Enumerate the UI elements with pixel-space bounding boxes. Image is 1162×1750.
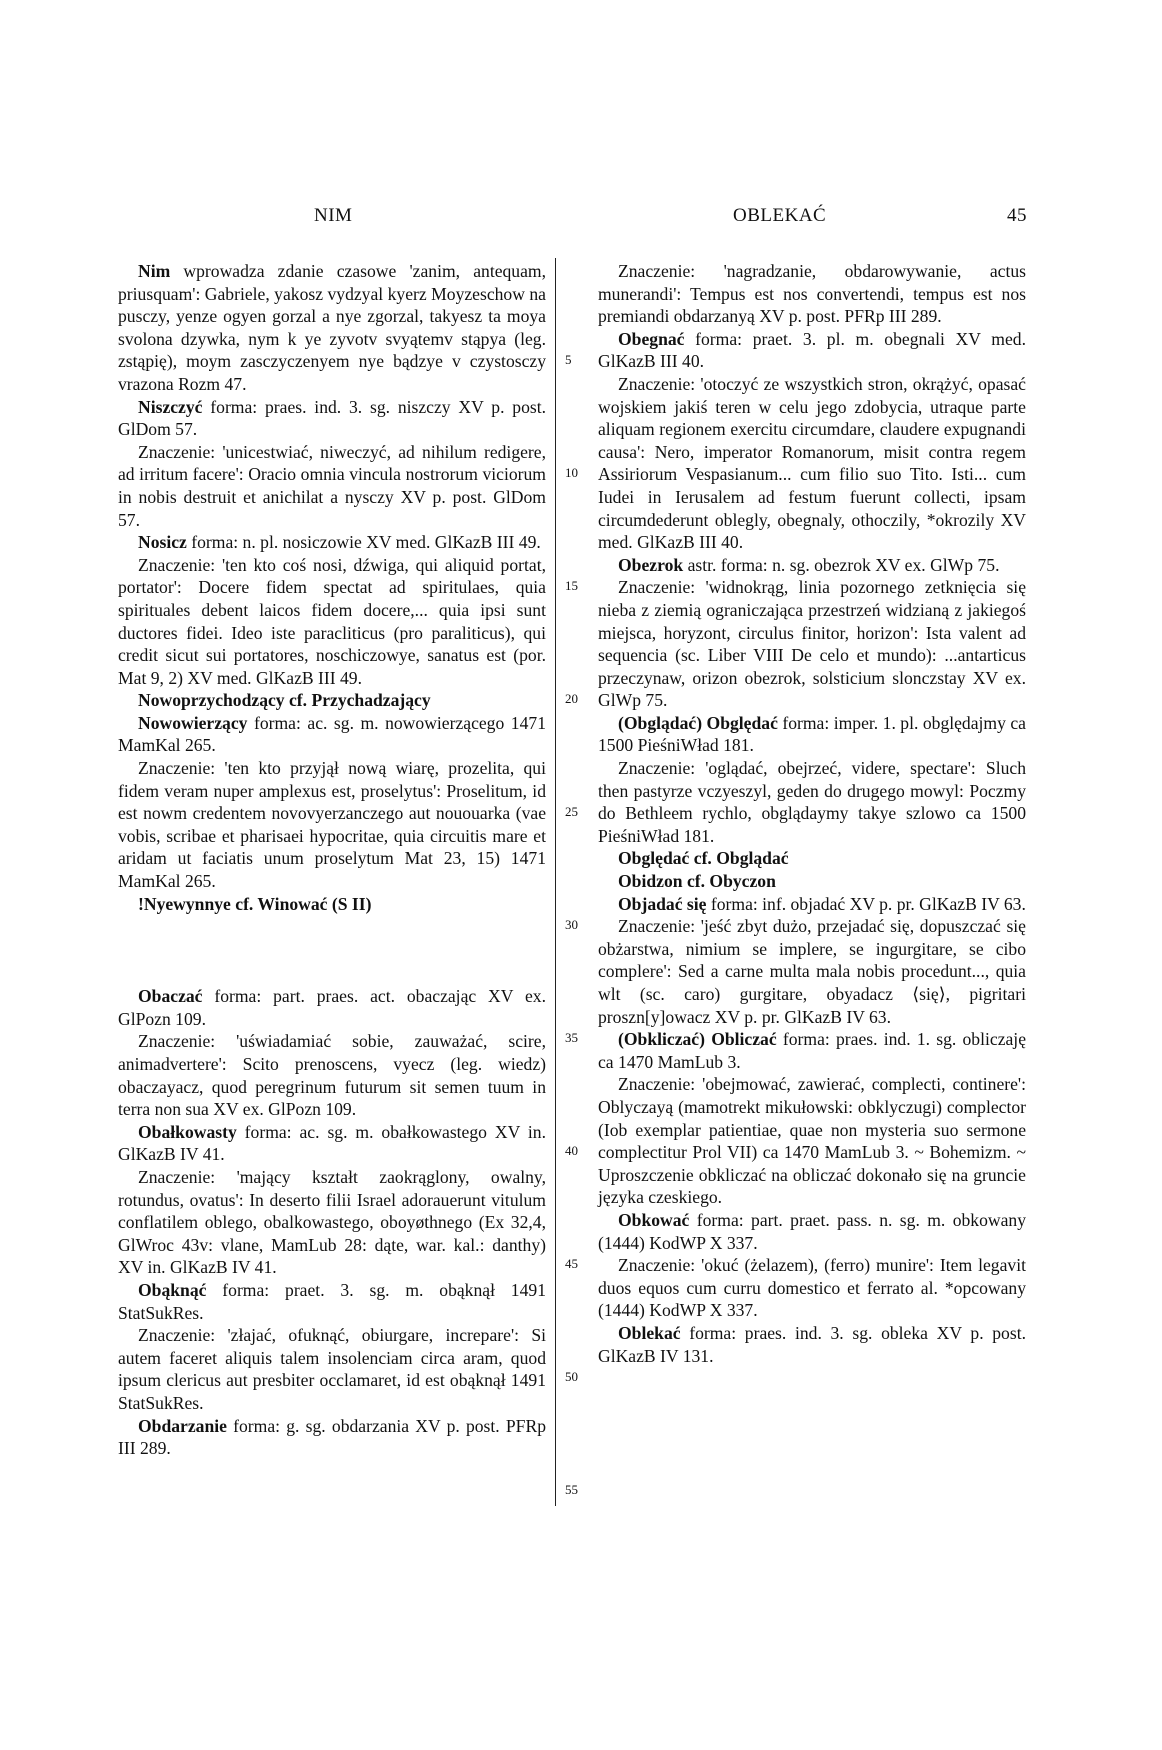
- entry-niszczyc: [118, 396, 546, 441]
- entry-meaning: [598, 915, 1026, 1028]
- entry-text: forma: part. praet. pass. n. sg. m. obkowany (1444) KodWP X 337.: [598, 1209, 1026, 1253]
- entry-obegnac: [598, 328, 1026, 373]
- column-rule: [555, 258, 556, 1506]
- entry-text: forma: praes. ind. 3. sg. niszczy XV p. post. GlDom 57.: [118, 396, 546, 440]
- entry-text: forma: praes. ind. 3. sg. obleka XV p. post. GlKazB IV 131.: [598, 1322, 1026, 1366]
- entry-nyewynnye: [118, 893, 546, 916]
- entry-text: forma: praes. ind. 1. sg. obliczaję ca 1470 MamLub 3.: [598, 1029, 1027, 1072]
- line-number: 25: [565, 804, 578, 819]
- entry-lemma: Oblekać: [618, 1322, 681, 1343]
- entry-lemma: (Obkliczać) Obliczać: [618, 1029, 777, 1050]
- entry-text: forma: inf. objadać XV p. pr. GlKazB IV 63.: [706, 893, 1026, 914]
- line-number: 50: [565, 1369, 578, 1384]
- entry-obaczac: [118, 985, 546, 1030]
- entry-meaning: [118, 1324, 546, 1414]
- entry-text: forma: praet. 3. pl. m. obegnali XV med. GlKazB III 40.: [598, 328, 1026, 372]
- entry-text: Znaczenie: 'otoczyć ze wszystkich stron, okrążyć, opasać wojskiem jakiś teren w celu jego zdobycia, utraque parte aliquam regionem exercitu circumdare, claudere expugnandi causa': Nero, imperator Romanorum, misit contra regem Assiriorum Vespasianum... cum filio suo Tito. Isti... cum Iudei in Ierusalem ad festum fuerunt collecti, ipsam circumdederunt oblegly, obegnaly, othoczily, *okrozily XV med. GlKazB III 40.: [598, 373, 1026, 553]
- entry-meaning: [118, 441, 546, 531]
- entry-text: Znaczenie: 'okuć (żelazem), (ferro) munire': Item legavit duos equos cum curru domestico et ferrato al. *opcowany (1444) KodWP X 337.: [598, 1255, 1026, 1321]
- entry-nim: [118, 260, 546, 396]
- entry-lemma: Nim: [138, 261, 171, 281]
- right-column: [598, 260, 1026, 1367]
- entry-lemma: (Obglądać) Obględać: [618, 712, 778, 733]
- entry-lemma: Obkować: [618, 1209, 690, 1230]
- entry-lemma: Obidzon: [618, 871, 683, 892]
- entry-text: Znaczenie: 'oglądać, obejrzeć, videre, spectare': Sluch then pastyrze vczyeszyl, geden do drugego mowyl: Poczmy do Bethleem rychlo, obglądaymy takye szlowo ca 1500 PieśniWład 181.: [598, 758, 1026, 846]
- line-number: 5: [565, 352, 572, 367]
- entry-obidzon: [598, 870, 1026, 893]
- entry-text: wprowadza zdanie czasowe 'zanim, antequam, priusquam': Gabriele, yakosz vydzyal kyerz Moyzeschow na pusczy, yenze ogyen gorzal a nye zgorzal, takyesz ta moya svolona dzywka, nym k ye zyvotv svyątemv stąpya (leg. zstąpię), moym zasczyczenyem nye bądzye v czystosczy vrazona Rozm 47.: [118, 261, 546, 394]
- entry-text: cf. Przychadzający: [284, 690, 431, 711]
- entry-lemma: Nowoprzychodzący: [138, 690, 285, 711]
- page-number: 45: [1007, 205, 1027, 226]
- entry-meaning: [598, 1254, 1026, 1322]
- entry-text: cf. Obglądać: [689, 848, 789, 869]
- entry-text: Znaczenie: 'ten kto coś nosi, dźwiga, qui aliquid portat, portator': Docere fidem spectat ad spiritulaes, quia spirituales debent laicos fidem docere,... quia ipsi sunt ductores fidei. Ideo iste paracliticus (pro paraliticus), qui credit sicut sui portatores, noschiczowye, sanatus est (por. Mat 9, 2) XV med. GlKazB III 49.: [118, 554, 546, 688]
- entry-nowowierzacy: [118, 712, 546, 757]
- entry-text: astr. forma: n. sg. obezrok XV ex. GlWp 75.: [683, 554, 1000, 575]
- section-gap: [118, 915, 546, 985]
- line-number: 45: [565, 1256, 578, 1271]
- entry-meaning: [118, 757, 546, 893]
- entry-text: Znaczenie: 'ten kto przyjął nową wiarę, prozelita, qui fidem veram nuper amplexus est, proselytus': Proselitum, id est nowm credentem novovyerzanczego aut nououarka (vae vobis, scribae et pharisaei hypocritae, quia circuitis mare et aridam ut faciatis unum proselytum Mat 23, 15) 1471 MamKal 265.: [118, 758, 546, 892]
- entry-meaning: [118, 1030, 546, 1120]
- entry-text: cf. Obyczon: [682, 871, 776, 892]
- entry-meaning: [118, 554, 546, 690]
- entry-nosicz: [118, 531, 546, 554]
- entry-obgladac: [598, 712, 1026, 757]
- entry-meaning: [118, 1166, 546, 1279]
- entry-nowoprzychodzacy: [118, 689, 546, 712]
- entry-meaning: [598, 260, 1026, 328]
- entry-obkowac: [598, 1209, 1026, 1254]
- entry-oblekac: [598, 1322, 1026, 1367]
- line-number: 35: [565, 1030, 578, 1045]
- entry-lemma: Obąknąć: [138, 1279, 207, 1300]
- line-number: 20: [565, 691, 578, 706]
- line-number: 15: [565, 578, 578, 593]
- entry-text: cf. Winować (S II): [230, 893, 372, 914]
- line-number: 40: [565, 1143, 578, 1158]
- entry-obezrok: [598, 554, 1026, 577]
- entry-obdarzanie: [118, 1415, 546, 1460]
- left-column: [118, 260, 546, 1460]
- entry-text: Znaczenie: 'mający kształt zaokrąglony, owalny, rotundus, ovatus': In deserto filii Israel adorauerunt vitulum conflatilem oblego, obalkowastego, oboyøthnego (Ex 32,4, GlWroc 43v: vlane, MamLub 28: dąte, war. kal.: danthy) XV in. GlKazB IV 41.: [118, 1166, 546, 1278]
- entry-meaning: [598, 1073, 1026, 1209]
- entry-text: Znaczenie: 'nagradzanie, obdarowywanie, actus munerandi': Tempus est nos convertendi, tempus est nos premiandi obdarzanyą XV p. post. PFRp III 289.: [598, 261, 1026, 327]
- entry-obkliczac: [598, 1028, 1026, 1073]
- entry-text: forma: g. sg. obdarzania XV p. post. PFRp III 289.: [118, 1415, 546, 1459]
- running-head-left: NIM: [314, 205, 353, 226]
- entry-text: forma: imper. 1. pl. obględajmy ca 1500 PieśniWład 181.: [598, 712, 1026, 756]
- line-number: 55: [565, 1482, 578, 1497]
- running-head-right: OBLEKAĆ: [733, 205, 827, 226]
- entry-text: Znaczenie: 'obejmować, zawierać, complecti, continere': Oblyczayą (mamotrekt mikułowski: obklyczugi) complector (Iob exemplar patientiae, quae non mysteria suo sermone complectitur Prol VII) ca 1470 MamLub 3. ~ Bohemizm. ~ Uproszczenie obkliczać na obliczać dokonało się na gruncie języka czeskiego.: [598, 1074, 1026, 1208]
- entry-lemma: Niszczyć: [138, 396, 203, 417]
- entry-lemma: Obględać: [618, 848, 690, 869]
- entry-text: Znaczenie: 'jeść zbyt dużo, przejadać się, dopuszczać się obżarstwa, nimium se implere, se ingurgitare, se cibo complere': Sed a carne multa mala nobis procedunt..., quia wlt (sc. caro) gurgitare, obyadacz ⟨się⟩, pigritari proszn[y]owacz XV p. pr. GlKazB IV 63.: [598, 916, 1026, 1027]
- entry-text: Znaczenie: 'uświadamiać sobie, zauważać, scire, animadvertere': Scito prenoscens, vyecz (leg. wiedz) obaczayacz, quod peregrinum futurum sit semen tuum in terra non sua XV ex. GlPozn 109.: [118, 1031, 546, 1120]
- entry-lemma: Obezrok: [618, 554, 684, 575]
- line-number: 10: [565, 465, 578, 480]
- entry-text: forma: ac. sg. m. obałkowastego XV in. GlKazB IV 41.: [118, 1121, 546, 1165]
- entry-lemma: Nowowierzący: [138, 712, 248, 733]
- entry-lemma: Obaczać: [138, 986, 203, 1007]
- entry-text: forma: ac. sg. m. nowowierzącego 1471 MamKal 265.: [118, 712, 546, 756]
- entry-obgledac: [598, 847, 1026, 870]
- entry-obalkowasty: [118, 1121, 546, 1166]
- entry-obaknac: [118, 1279, 546, 1324]
- entry-lemma: Obdarzanie: [138, 1415, 227, 1436]
- entry-text: Znaczenie: 'złajać, ofuknąć, obiurgare, increpare': Si autem faceret aliquis talem insolenciam circa aram, quod ipsum clericus aut presbiter occlamaret, id est obąknął 1491 StatSukRes.: [118, 1325, 546, 1413]
- entry-text: forma: praet. 3. sg. m. obąknął 1491 StatSukRes.: [118, 1279, 546, 1323]
- entry-objadac-sie: [598, 893, 1026, 916]
- entry-lemma: Nosicz: [138, 532, 187, 553]
- entry-text: Znaczenie: 'unicestwiać, niweczyć, ad nihilum redigere, ad irritum facere': Oracio omnia vincula nostrorum viciorum in nobis destruit et anichilat a nysczy XV p. post. GlDom 57.: [118, 441, 546, 530]
- entry-lemma: !Nyewynnye: [138, 893, 231, 914]
- entry-text: forma: part. praes. act. obaczając XV ex. GlPozn 109.: [118, 986, 546, 1029]
- entry-lemma: Obałkowasty: [138, 1121, 237, 1142]
- entry-meaning: [598, 757, 1026, 847]
- entry-meaning: [598, 373, 1026, 554]
- entry-text: forma: n. pl. nosiczowie XV med. GlKazB III 49.: [186, 532, 541, 553]
- entry-lemma: Objadać się: [618, 893, 707, 914]
- entry-lemma: Obegnać: [618, 328, 685, 349]
- line-number: 30: [565, 917, 578, 932]
- entry-text: Znaczenie: 'widnokrąg, linia pozornego zetknięcia się nieba z ziemią ograniczająca przestrzeń widzianą z jakiegoś miejsca, horyzont, circulus finitor, horizon': Ista valent ad sequencia (sc. Liber VIII De celo et mundo): ...antarticus przeczynaw, orizon obezrok, solsticium slonczstay XV ex. GlWp 75.: [598, 577, 1026, 711]
- entry-meaning: [598, 576, 1026, 712]
